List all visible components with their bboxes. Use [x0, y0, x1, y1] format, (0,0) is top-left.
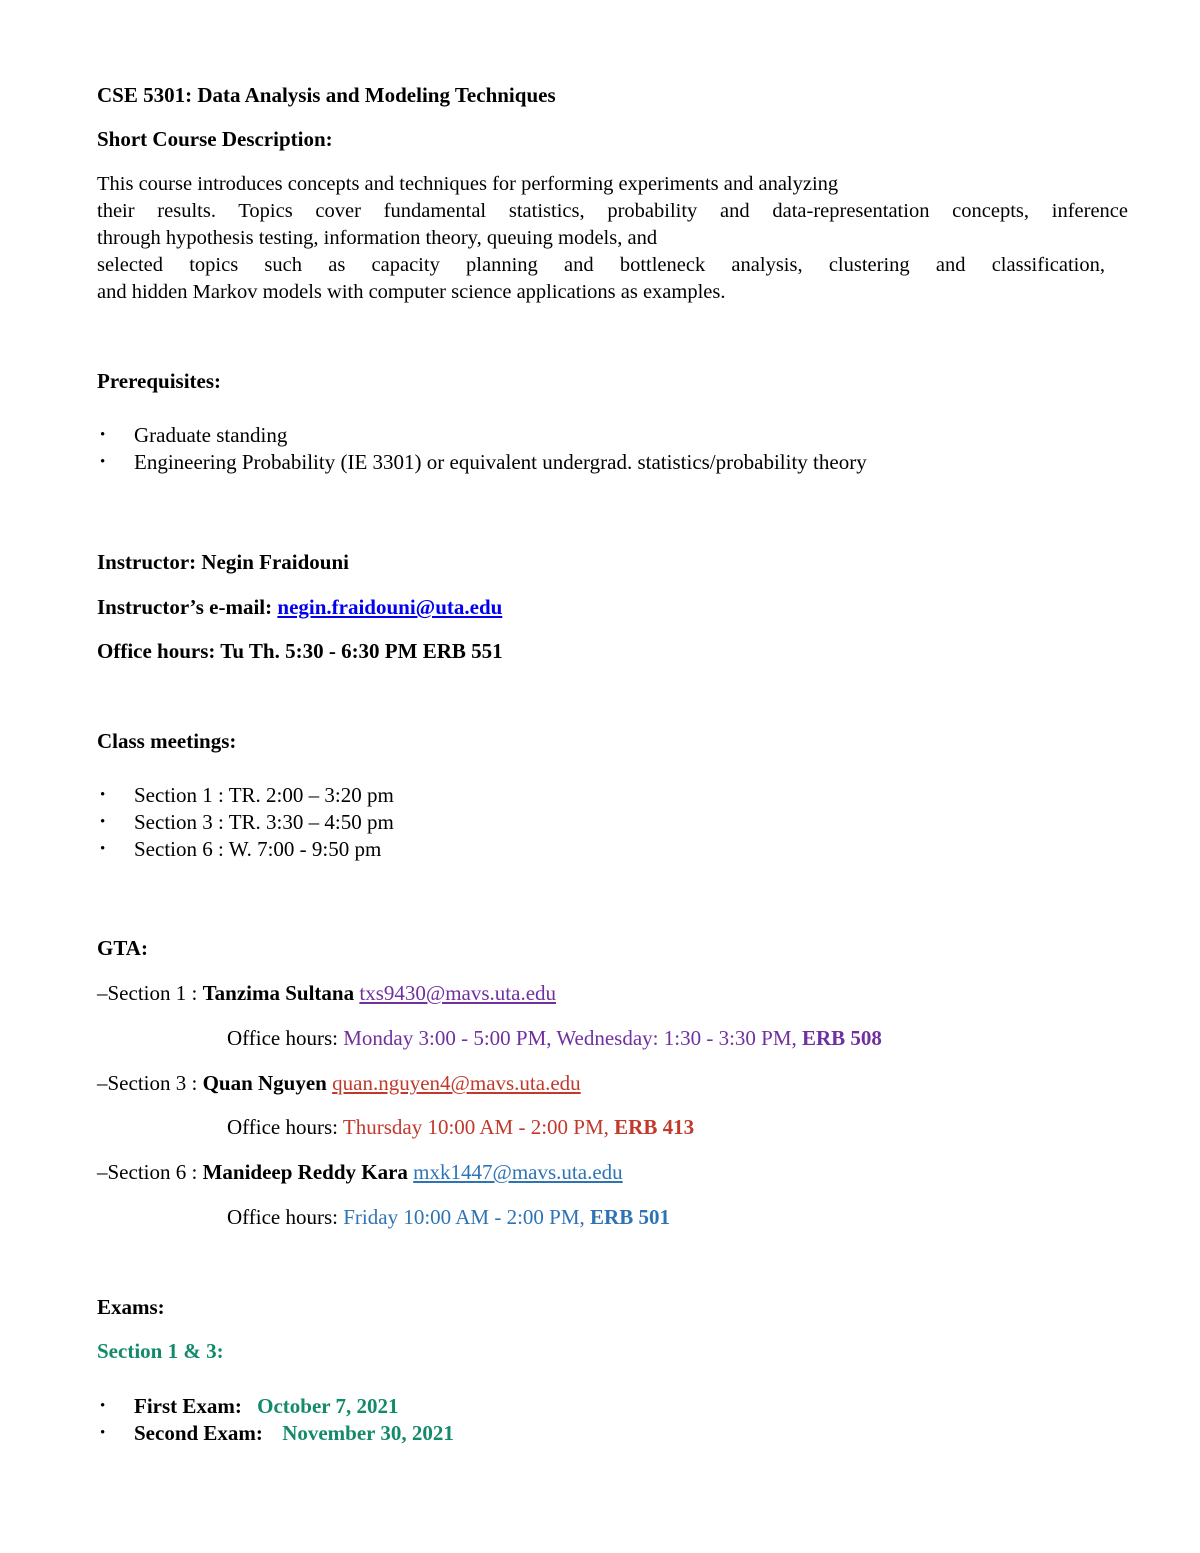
- instructor-email-label: Instructor’s e-mail:: [97, 595, 273, 619]
- instructor-office-hours: Office hours: Tu Th. 5:30 - 6:30 PM ERB 551: [97, 639, 503, 663]
- instructor-email-link[interactable]: negin.fraidouni@uta.edu: [277, 595, 503, 619]
- exam-label: First Exam:: [134, 1394, 242, 1418]
- prerequisite-item: Graduate standing: [134, 423, 288, 447]
- course-title: CSE 5301: Data Analysis and Modeling Techniques: [97, 83, 556, 107]
- gta-hours: Thursday 10:00 AM - 2:00 PM,: [342, 1115, 609, 1139]
- gta-section: –Section 6 :: [97, 1160, 198, 1184]
- gta-email-link[interactable]: quan.nguyen4@mavs.uta.edu: [332, 1071, 581, 1095]
- exam-item: [134, 1423, 454, 1444]
- gta-office-label: Office hours:: [227, 1205, 338, 1229]
- bullet-icon: •: [100, 787, 106, 803]
- gta-hours: Friday 10:00 AM - 2:00 PM,: [343, 1205, 585, 1229]
- class-meeting-item: Section 1 : TR. 2:00 – 3:20 pm: [134, 783, 394, 807]
- instructor-name: Instructor: Negin Fraidouni: [97, 550, 349, 574]
- description-line: and hidden Markov models with computer science applications as examples.: [97, 281, 726, 303]
- bullet-icon: •: [100, 454, 106, 470]
- gta-section: –Section 3 :: [97, 1071, 198, 1095]
- exams-heading: Exams:: [97, 1295, 165, 1319]
- exam-date: October 7, 2021: [257, 1394, 399, 1418]
- gta-name: Tanzima Sultana: [202, 981, 355, 1005]
- description-heading: Short Course Description:: [97, 127, 333, 151]
- gta-name: Quan Nguyen: [202, 1071, 327, 1095]
- prerequisites-heading: Prerequisites:: [97, 369, 222, 393]
- gta-entry: [97, 1073, 581, 1094]
- gta-office-label: Office hours:: [227, 1115, 338, 1139]
- bullet-icon: •: [100, 1398, 106, 1414]
- class-meetings-heading: Class meetings:: [97, 729, 237, 753]
- gta-office-hours: [227, 1207, 670, 1228]
- gta-room: ERB 501: [590, 1205, 670, 1229]
- gta-entry: [97, 1162, 623, 1183]
- exam-date: November 30, 2021: [282, 1421, 454, 1445]
- bullet-icon: •: [100, 427, 106, 443]
- exam-item: [134, 1396, 399, 1417]
- gta-name: Manideep Reddy Kara: [202, 1160, 408, 1184]
- description-line: their results. Topics cover fundamental statistics, probability and data-representation concepts, inference: [97, 200, 1128, 222]
- gta-heading: GTA:: [97, 936, 148, 960]
- gta-email-link[interactable]: txs9430@mavs.uta.edu: [359, 981, 557, 1005]
- gta-email-link[interactable]: mxk1447@mavs.uta.edu: [413, 1160, 623, 1184]
- description-line: through hypothesis testing, information theory, queuing models, and: [97, 227, 658, 249]
- gta-office-hours: [227, 1028, 882, 1049]
- gta-office-hours: [227, 1117, 694, 1138]
- bullet-icon: •: [100, 814, 106, 830]
- description-line: This course introduces concepts and techniques for performing experiments and analyzing: [97, 173, 839, 195]
- gta-hours: Monday 3:00 - 5:00 PM, Wednesday: 1:30 - 3:30 PM,: [343, 1026, 797, 1050]
- gta-section: –Section 1 :: [97, 981, 198, 1005]
- exam-label: Second Exam:: [134, 1421, 263, 1445]
- gta-room: ERB 413: [614, 1115, 695, 1139]
- class-meeting-item: Section 3 : TR. 3:30 – 4:50 pm: [134, 810, 394, 834]
- instructor-email-row: [97, 597, 502, 618]
- description-line: selected topics such as capacity planning and bottleneck analysis, clustering and classification,: [97, 254, 1105, 276]
- prerequisite-item: Engineering Probability (IE 3301) or equivalent undergrad. statistics/probability theory: [134, 450, 867, 474]
- gta-room: ERB 508: [802, 1026, 882, 1050]
- gta-office-label: Office hours:: [227, 1026, 338, 1050]
- class-meeting-item: Section 6 : W. 7:00 - 9:50 pm: [134, 837, 382, 861]
- gta-entry: [97, 983, 556, 1004]
- bullet-icon: •: [100, 1425, 106, 1441]
- bullet-icon: •: [100, 841, 106, 857]
- exams-section-label: Section 1 & 3:: [97, 1339, 224, 1363]
